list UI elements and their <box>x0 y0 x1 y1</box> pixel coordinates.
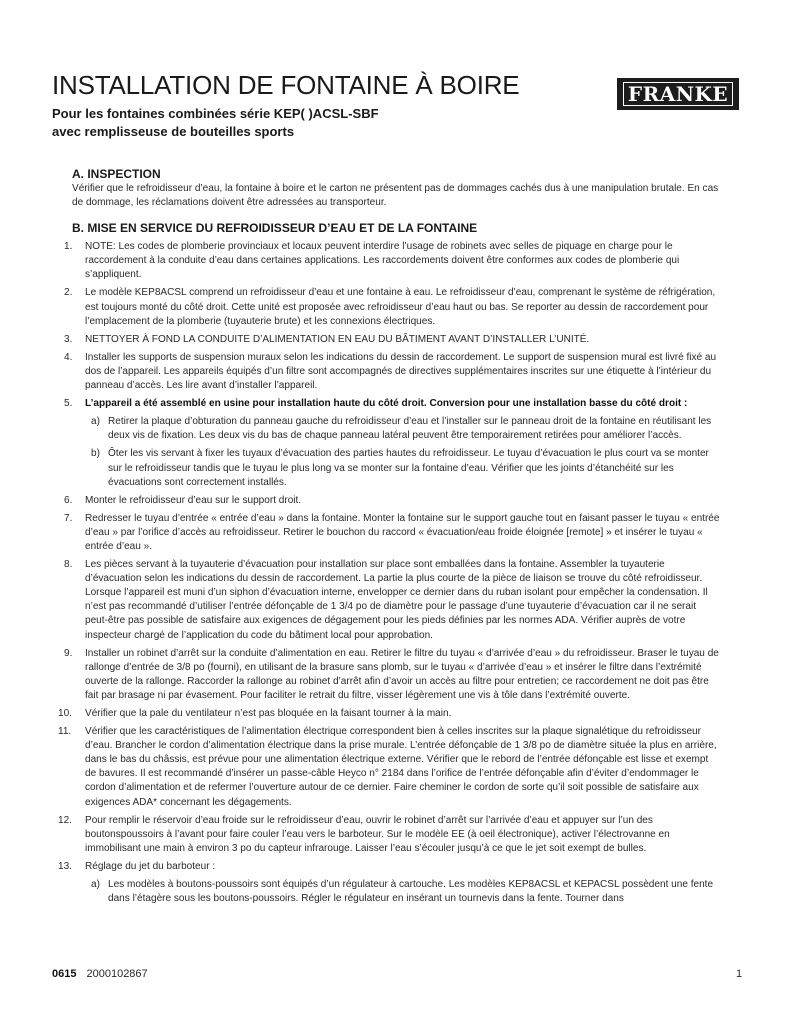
page-subtitle <box>52 105 379 141</box>
list-item <box>58 860 720 874</box>
list-item-text: Ôter les vis servant à fixer les tuyaux d’évacuation des parties hautes du refroidisseur. Le tuyau d’évacuation le plus court va se monter sur le refroidisseur tandis que le tuyau le plus long va se monter sur la fontaine d’eau. Vérifier que les joints d’étanchéité sur les évacuations sont correctement installés. <box>108 448 709 488</box>
subtitle-line-2: avec remplisseuse de bouteilles sports <box>52 124 295 139</box>
footer-code: 0615 <box>52 968 77 980</box>
list-subitem <box>72 447 720 489</box>
list-item-number: 4. <box>64 351 73 363</box>
list-item-text: Pour remplir le réservoir d’eau froide sur le refroidisseur d’eau, ouvrir le robinet d’arrêt sur l’arrivée d’eau et appuyer sur l’un des boutonspoussoirs à l’avant pour faire couler l’eau vers le barboteur. Sur le modèle EE (à oeil électronique), activer l’électrovanne en immobilisant une main à environ 3 po du capteur infrarouge. Laisser l’eau s’écouler jusqu’à ce que le jet soit exempt de bulles. <box>85 814 670 854</box>
section-a-text: Vérifier que le refroidisseur d’eau, la fontaine à boire et le carton ne présentent pas de dommages cachés dus à une manipulation brutale. En cas de dommage, les réclamations doivent être adressées au transporteur. <box>72 183 719 209</box>
list-item-number: 13. <box>58 860 72 872</box>
list-item-number: 9. <box>64 647 73 659</box>
document-body <box>58 166 720 906</box>
list-item-text: Installer les supports de suspension muraux selon les indications du dessin de raccordement. Le support de suspension mural est livré fixé au dos de l’appareil. Les appareils équipés d’un filtre sont accompagnés de directives supplémentaires inscrites sur une étiquette à l’intérieur du panneau d’accès. Les lire avant d’installer l’appareil. <box>85 351 717 392</box>
franke-logo <box>617 78 739 110</box>
list-item <box>64 397 720 411</box>
list-item-number: 12. <box>58 814 72 826</box>
list-item-text: Monter le refroidisseur d’eau sur le support droit. <box>85 494 302 506</box>
list-item-text: NETTOYER À FOND LA CONDUITE D’ALIMENTATION EN EAU DU BÂTIMENT AVANT D’INSTALLER L’UNITÉ. <box>85 333 590 345</box>
list-item-number: 6. <box>64 494 73 506</box>
list-item <box>64 333 720 347</box>
section-b-heading: B. MISE EN SERVICE DU REFROIDISSEUR D’EAU ET DE LA FONTAINE <box>72 221 478 236</box>
list-item-text: NOTE: Les codes de plomberie provinciaux et locaux peuvent interdire l’usage de robinets avec selles de piquage en charge pour le raccordement à la conduite d’eau dans certaines applications. Les raccordements doivent être conformes aux codes de plomberie qui s’appliquent. <box>85 241 680 281</box>
list-item-number: 3. <box>64 333 73 345</box>
list-item-text: Redresser le tuyau d’entrée « entrée d’eau » dans la fontaine. Monter la fontaine sur le support gauche tout en faisant passer le tuyau « entrée d’eau » par l’orifice d’accès au refroidisseur. Retirer le bouchon du raccord « évacuation/eau froide éloignée [remote] » et insérer le tuyau « entrée d’eau ». <box>85 512 720 552</box>
list-subitem <box>72 415 720 443</box>
footer-doc-info <box>52 967 148 981</box>
page-number: 1 <box>736 968 743 980</box>
list-item-number: 1. <box>64 241 73 253</box>
list-item <box>64 558 720 643</box>
list-item-number: 5. <box>64 398 73 410</box>
list-item-text: Vérifier que les caractéristiques de l’alimentation électrique correspondent bien à celles inscrites sur la plaque signalétique du refroidisseur d’eau. Brancher le cordon d’alimentation électrique dans la prise murale. L’entrée défonçable de 1 3/8 po de diamètre située la plus en arrière, dans le bas du châssis, est prévue pour une alimentation électrique externe. Vérifier que le rebord de l’entrée défonçable est lisse et exempt de bavures. Il est recommandé d’insérer un passe-câble Heyco n° 2184 dans l’orifice de l’entrée défonçable afin d’éviter d’endommager le cordon d’alimentation et de refermer l’ouverture autour de ce dernier. Faire cheminer le cordon de sorte qu’il soit possible de satisfaire aux exigences ADA* concernant les dégagements. <box>85 726 717 808</box>
list-item <box>64 286 720 328</box>
list-item-number: 8. <box>64 559 73 571</box>
list-item-text: L’appareil a été assemblé en usine pour installation haute du côté droit. Conversion pour une installation basse du côté droit : <box>85 398 688 410</box>
list-subitem-letter: a) <box>91 879 100 891</box>
list-item <box>58 725 720 810</box>
list-item-text: Le modèle KEP8ACSL comprend un refroidisseur d’eau et une fontaine à eau. Le refroidisseur d’eau, comprenant le système de réfrigération, est toujours monté du côté droit. Cette unité est proposée avec refroidisseur d’eau haut ou bas. Se reporter au dessin de raccordement pour l’emplacement de la plomberie (tuyauterie brute) et les connexions électriques. <box>85 287 716 327</box>
list-item-text: Les modèles à boutons-poussoirs sont équipés d’un régulateur à cartouche. Les modèles KEP8ACSL et KEPACSL possèdent une fente dans l’étagère sous les boutons-poussoirs. Régler le régulateur en insérant un tournevis dans la fente. Tourner dans <box>108 879 714 905</box>
list-item-text: Vérifier que la pale du ventilateur n’est pas bloquée en la faisant tourner à la main. <box>85 708 452 719</box>
list-subitem <box>72 878 720 906</box>
list-item <box>64 240 720 282</box>
list-item <box>58 707 720 721</box>
list-subitem-letter: b) <box>91 448 100 460</box>
list-item-number: 7. <box>64 512 73 524</box>
list-item-text: Réglage du jet du barboteur : <box>85 860 216 872</box>
list-item-text: Retirer la plaque d’obturation du panneau gauche du refroidisseur d’eau et l’installer sur le panneau droit de la fontaine en réutilisant les deux vis de fixation. Les deux vis du bas de chaque panneau latéral peuvent être temporairement retirées pour améliorer l’accès. <box>108 416 712 442</box>
section-a-heading: A. INSPECTION <box>72 167 161 181</box>
list-item <box>64 494 720 508</box>
instruction-list <box>58 240 720 906</box>
page-title: INSTALLATION DE FONTAINE À BOIRE <box>52 70 520 100</box>
list-item <box>64 647 720 703</box>
list-item-number: 10. <box>58 708 72 719</box>
list-item <box>64 512 720 554</box>
list-item-text: Installer un robinet d’arrêt sur la conduite d’alimentation en eau. Retirer le filtre du tuyau « d’arrivée d’eau » du refroidisseur. Braser le tuyau de rallonge d’entrée de 3/8 po (fourni), en utilisant de la brasure sans plomb, sur le tuyau « d’arrivée d’eau » et insérer le filtre dans l’extrémité ouverte de la rallonge. Raccorder la rallonge au robinet d’arrêt afin d’avoir un accès au filtre pour entretien; ce raccordement ne doit pas être fait par brasage ni par évasement. Pour faciliter le retrait du filtre, visser légèrement une vis à tôle dans l’extrémité ouverte. <box>85 647 719 701</box>
list-subitem-letter: a) <box>91 416 100 428</box>
logo-text: FRANKE <box>623 82 733 106</box>
list-item <box>58 814 720 856</box>
subtitle-line-1: Pour les fontaines combinées série KEP( )ACSL-SBF <box>52 106 379 121</box>
list-item-number: 11. <box>58 726 72 738</box>
footer-doc-number: 2000102867 <box>86 968 148 980</box>
list-item-number: 2. <box>64 287 73 299</box>
list-item <box>64 351 720 393</box>
list-item-text: Les pièces servant à la tuyauterie d’évacuation pour installation sur place sont emballées dans la fontaine. Assembler la tuyauterie d’évacuation selon les indications du dessin de raccordement. La partie la plus courte de la pièce de liaison se trouve du côté refroidisseur. Lorsque l’appareil est muni d’un siphon d’évacuation interne, envelopper ce dernier dans du ruban isolant pour empêcher la condensation. Il n’est pas recommandé d’utiliser l’entrée défonçable de 1 3/4 po de diamètre pour le passage d’une tuyauterie d’évacuation car il ne serait peut-être pas possible de satisfaire aux exigences de dégagement pour les pieds définies par les normes ADA. Vérifier auprès de votre inspecteur chargé de l’application du code du bâtiment local pour approbation. <box>85 559 708 641</box>
